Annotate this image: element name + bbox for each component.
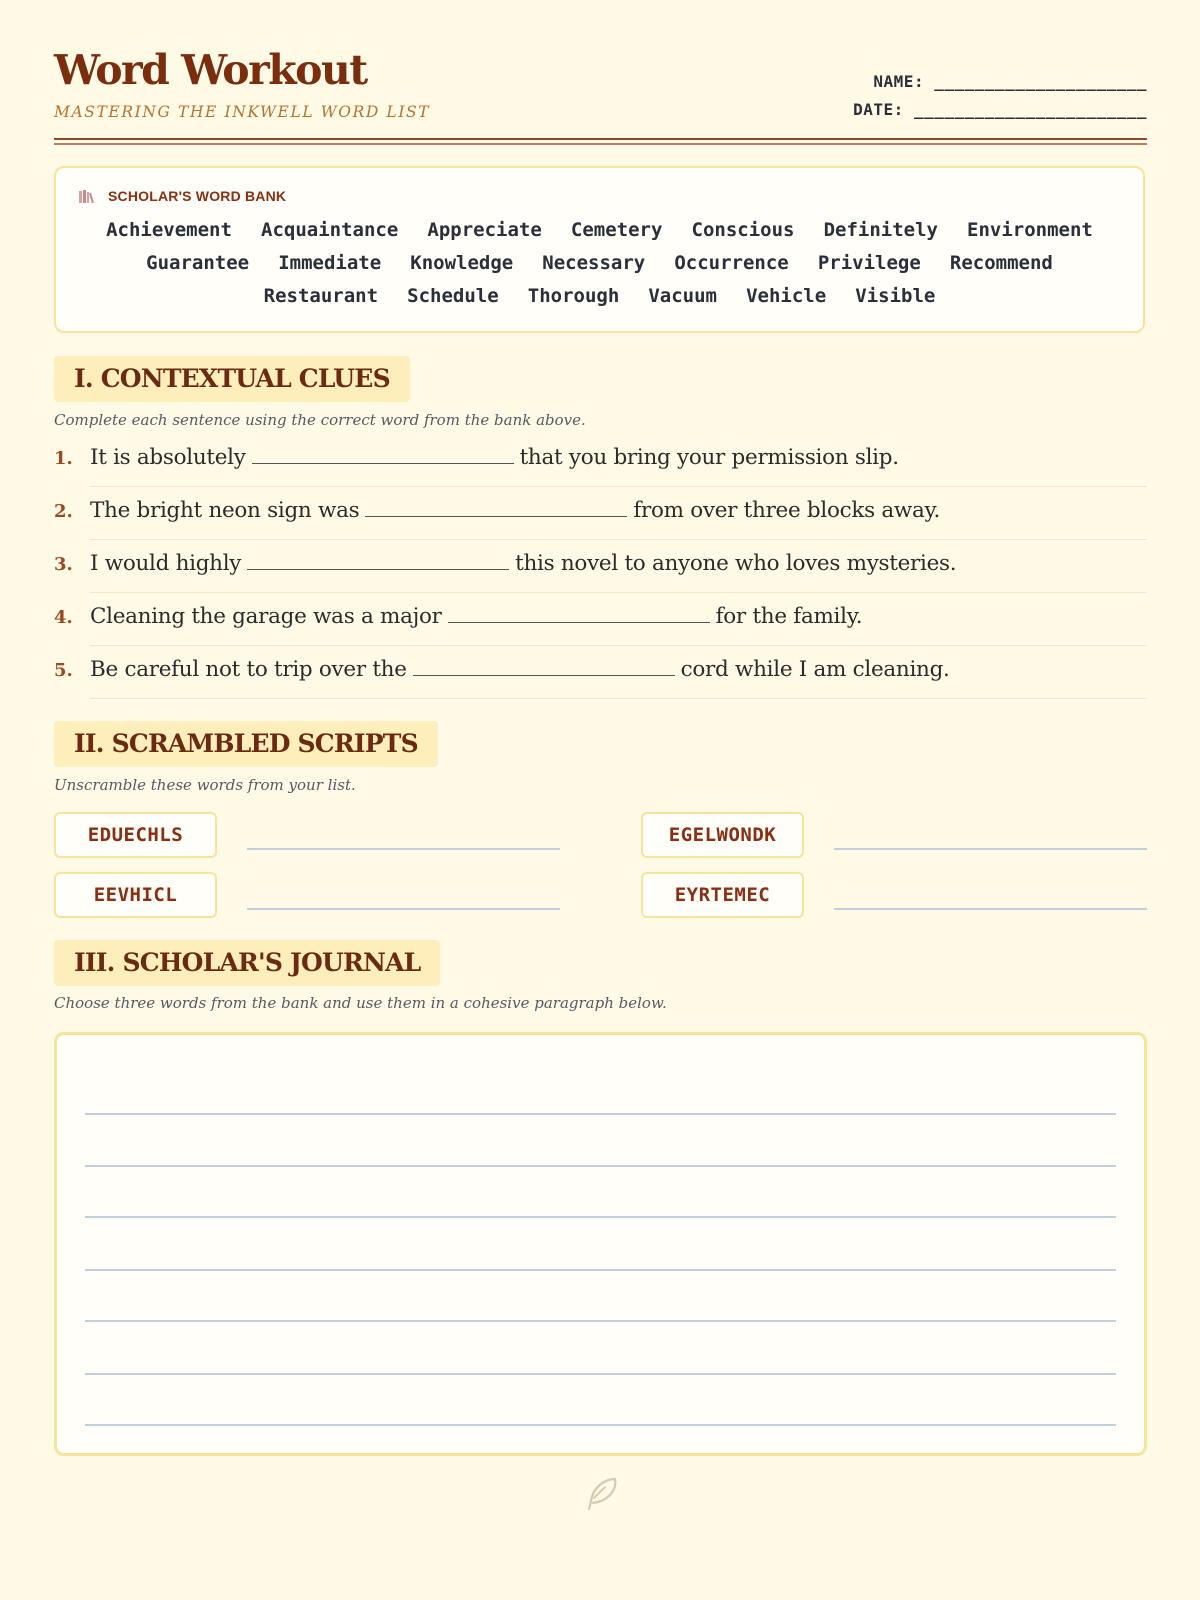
bank-word: Schedule [407,285,499,307]
writing-line [85,1113,1116,1115]
header [54,0,1147,146]
bank-word: Appreciate [427,219,542,241]
writing-line [85,1373,1116,1375]
answer-blank[interactable] [252,443,514,464]
answer-blank[interactable] [247,549,509,570]
sentence-item [54,540,1147,593]
header-divider-thin [54,143,1147,145]
writing-line [85,1216,1116,1218]
answer-line[interactable] [834,908,1147,910]
answer-blank[interactable] [448,602,710,623]
answer-line[interactable] [834,848,1147,850]
sentence-number: 5. [54,660,73,681]
sentence-item [54,487,1147,540]
name-field[interactable]: NAME: _____________________ [873,72,1147,91]
sentence-item [54,434,1147,487]
sentence-number: 2. [54,501,73,522]
bank-word: Conscious [691,219,795,241]
bank-word: Achievement [106,219,232,241]
section-heading-contextual-clues: I. CONTEXTUAL CLUES [54,356,410,402]
bank-word: Restaurant [263,285,379,307]
section-instruction: Complete each sentence using the correct word from the bank above. [54,411,586,429]
bank-word: Acquaintance [261,219,399,241]
date-field[interactable]: DATE: _______________________ [853,100,1147,119]
bank-word: Cemetery [570,219,663,241]
row-divider [90,698,1147,699]
bank-word: Vacuum [648,285,717,307]
worksheet [54,0,1147,1012]
answer-blank[interactable] [365,496,627,517]
scrambled-word: EEVHICL [54,872,217,918]
books-icon [78,189,94,203]
student-info [853,72,1147,128]
word-bank [54,166,1145,333]
bank-word: Guarantee [146,252,250,274]
sentence-text-after: that you bring your permission slip. [519,445,899,470]
bank-word: Occurrence [674,252,789,274]
sentence-text-after: cord while I am cleaning. [680,657,950,682]
writing-line [85,1424,1116,1426]
bank-word: Definitely [823,219,938,241]
writing-line [85,1269,1116,1271]
answer-line[interactable] [247,848,560,850]
sentence-text-before: The bright neon sign was [90,498,360,523]
sentence-number: 4. [54,607,73,628]
bank-word: Visible [855,285,936,307]
sentence-text-after: this novel to anyone who loves mysteries. [515,551,957,576]
sentence-text-before: I would highly [90,551,242,576]
sentence-text-after: from over three blocks away. [633,498,941,523]
answer-blank[interactable] [413,655,675,676]
scrambled-word: EYRTEMEC [641,872,804,918]
writing-line [85,1320,1116,1322]
word-bank-list [66,214,1133,313]
scrambled-word: EGELWONDK [641,812,804,858]
section-heading-scholars-journal: III. SCHOLAR'S JOURNAL [54,940,440,986]
journal-writing-area[interactable] [54,1032,1147,1456]
bank-word: Necessary [542,252,646,274]
page-title: Word Workout [54,46,367,94]
bank-word: Environment [967,219,1093,241]
sentence-text-before: It is absolutely [90,445,246,470]
bank-word: Knowledge [410,252,514,274]
page-subtitle: MASTERING THE INKWELL WORD LIST [54,103,431,121]
sentence-item [54,646,1147,699]
bank-word: Recommend [949,252,1053,274]
writing-line [85,1165,1116,1167]
section-instruction: Choose three words from the bank and use them in a cohesive paragraph below. [54,994,667,1012]
feather-icon [581,1473,621,1513]
sentence-number: 1. [54,448,73,469]
bank-word: Thorough [527,285,620,307]
word-bank-header [78,188,286,204]
sentence-item [54,593,1147,646]
answer-line[interactable] [247,908,560,910]
section-heading-scrambled-scripts: II. SCRAMBLED SCRIPTS [54,721,438,767]
sentence-number: 3. [54,554,73,575]
word-bank-label: SCHOLAR'S WORD BANK [108,188,287,204]
sentence-text-before: Cleaning the garage was a major [90,604,442,629]
sentence-text-after: for the family. [715,604,863,629]
bank-word: Privilege [817,252,921,274]
header-divider [54,138,1147,140]
bank-word: Immediate [278,252,382,274]
bank-word: Vehicle [746,285,827,307]
section-instruction: Unscramble these words from your list. [54,776,356,794]
sentence-text-before: Be careful not to trip over the [90,657,407,682]
scrambled-word: EDUECHLS [54,812,217,858]
